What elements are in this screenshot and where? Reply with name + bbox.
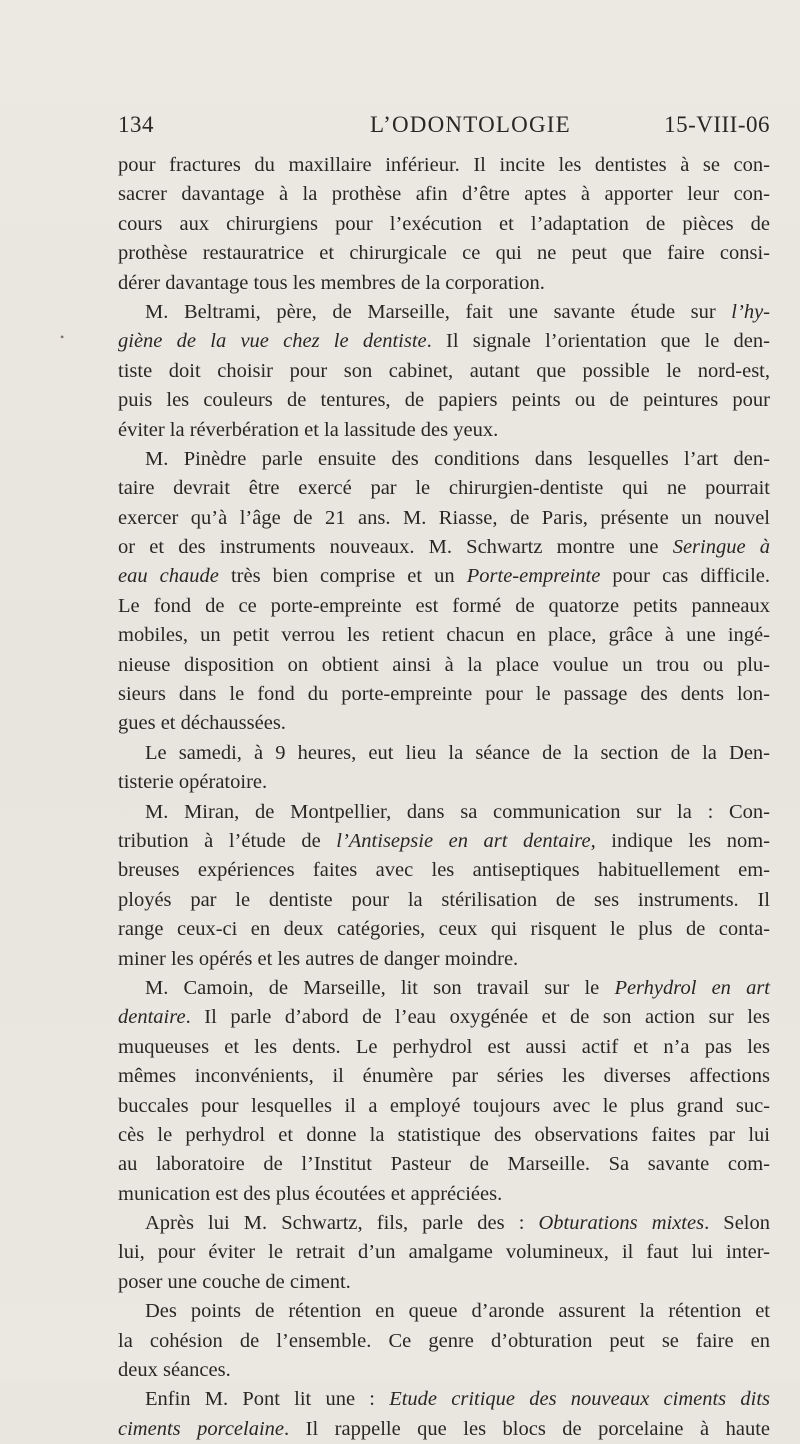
text-segment: sieurs dans le fond du porte-empreinte pour le passage des dents lon- [118, 683, 770, 706]
text-line [118, 445, 770, 474]
text-segment: mêmes inconvénients, il énumère par séries les diverses affections [118, 1065, 770, 1088]
text-line [118, 768, 770, 797]
text-segment: Le fond de ce porte-empreinte est formé de quatorze petits panneaux [118, 594, 770, 617]
issue-date: 15-VIII-06 [664, 112, 770, 137]
text-segment: éviter la réverbération et la lassitude des yeux. [118, 418, 499, 441]
page-number: 134 [118, 112, 154, 137]
text-line [118, 1297, 770, 1326]
text-line [118, 1121, 770, 1150]
italic-title-text: dentaire [118, 1006, 186, 1029]
text-segment: , indique les nom- [590, 829, 770, 852]
text-line [118, 1327, 770, 1356]
text-segment: nieuse disposition on obtient ainsi à la place voulue un trou ou plu- [118, 653, 770, 676]
margin-mark: • [60, 330, 65, 344]
text-line [118, 827, 770, 856]
body-text [118, 151, 770, 1444]
text-line [118, 1003, 770, 1032]
text-line [118, 709, 770, 738]
text-line [118, 1062, 770, 1091]
text-segment: gues et déchaussées. [118, 712, 286, 735]
text-segment: sacrer davantage à la prothèse afin d’être aptes à apporter leur con- [118, 183, 770, 206]
text-line [118, 386, 770, 415]
text-segment: range ceux-ci en deux catégories, ceux qui risquent le plus de conta- [118, 918, 770, 941]
text-segment: ployés par le dentiste pour la stérilisation de ses instruments. Il [118, 888, 770, 911]
text-segment: Enfin M. Pont lit une : [145, 1388, 390, 1411]
text-line [118, 1180, 770, 1209]
text-segment: . Il signale l’orientation que le den- [426, 330, 770, 353]
text-segment: Le samedi, à 9 heures, eut lieu la séance de la section de la Den- [145, 741, 770, 764]
italic-title-text: Etude critique des nouveaux ciments dits [389, 1388, 770, 1411]
text-segment: tiste doit choisir pour son cabinet, autant que possible le nord-est, [118, 359, 770, 382]
text-line [118, 1092, 770, 1121]
text-segment: M. Beltrami, père, de Marseille, fait une savante étude sur [145, 300, 732, 323]
italic-title-text: eau chaude [118, 565, 219, 588]
text-line [118, 327, 770, 356]
text-segment: dérer davantage tous les membres de la corporation. [118, 271, 545, 294]
text-line [118, 1150, 770, 1179]
text-line [118, 621, 770, 650]
text-line [118, 1209, 770, 1238]
text-segment: prothèse restauratrice et chirurgicale ce qui ne peut que faire consi- [118, 242, 770, 265]
text-line [118, 269, 770, 298]
text-line [118, 180, 770, 209]
text-segment: tisterie opératoire. [118, 771, 268, 794]
text-segment: au laboratoire de l’Institut Pasteur de Marseille. Sa savante com- [118, 1153, 770, 1176]
text-segment: . Selon [704, 1212, 771, 1235]
text-line [118, 474, 770, 503]
italic-title-text: ciments porcelaine [118, 1417, 285, 1440]
text-segment: pour cas difficile. [600, 565, 770, 588]
text-segment: exercer qu’à l’âge de 21 ans. M. Riasse, de Paris, présente un nouvel [118, 506, 770, 529]
text-segment: buccales pour lesquelles il a employé toujours avec le plus grand suc- [118, 1094, 770, 1117]
text-line [118, 915, 770, 944]
text-line [118, 974, 770, 1003]
text-segment: pour fractures du maxillaire inférieur. Il incite les dentistes à se con- [118, 154, 770, 176]
text-segment: puis les couleurs de tentures, de papiers peints ou de peintures pour [118, 389, 770, 412]
italic-title-text: Seringue à [672, 536, 770, 559]
text-segment: la cohésion de l’ensemble. Ce genre d’obturation peut se faire en [118, 1329, 770, 1352]
text-segment: munication est des plus écoutées et appréciées. [118, 1182, 503, 1205]
text-line [118, 210, 770, 239]
text-line [118, 1385, 770, 1414]
text-line [118, 680, 770, 709]
italic-title-text: Perhydrol en art [614, 976, 771, 999]
text-line [118, 651, 770, 680]
text-line [118, 592, 770, 621]
text-line [118, 886, 770, 915]
text-segment: M. Camoin, de Marseille, lit son travail sur le [145, 976, 615, 999]
text-segment: miner les opérés et les autres de danger moindre. [118, 947, 519, 970]
italic-title-text: Obturations mixtes [538, 1212, 705, 1235]
text-segment: or et des instruments nouveaux. M. Schwartz montre une [118, 536, 673, 559]
text-line [118, 416, 770, 445]
text-line [118, 945, 770, 974]
italic-title-text: Porte-empreinte [466, 565, 601, 588]
text-segment: poser une couche de ciment. [118, 1270, 351, 1293]
italic-title-text: giène de la vue chez le dentiste [118, 330, 427, 353]
text-line [118, 1238, 770, 1267]
text-segment: . Il parle d’abord de l’eau oxygénée et de son action sur les [185, 1006, 770, 1029]
text-line [118, 298, 770, 327]
text-segment: deux séances. [118, 1359, 231, 1382]
text-segment: . Il rappelle que les blocs de porcelaine à haute [284, 1417, 770, 1440]
text-line [118, 798, 770, 827]
text-line [118, 1356, 770, 1385]
text-line [118, 1033, 770, 1062]
italic-title-text: l’Antisepsie en art dentaire [336, 829, 591, 852]
text-segment: tribution à l’étude de [118, 829, 337, 852]
text-line [118, 239, 770, 268]
text-line [118, 1415, 770, 1444]
text-segment: muqueuses et les dents. Le perhydrol est aussi actif et n’a pas les [118, 1035, 770, 1058]
text-segment: Après lui M. Schwartz, fils, parle des : [145, 1212, 539, 1235]
italic-title-text: l’hy- [731, 300, 770, 323]
text-line [118, 739, 770, 768]
journal-title: L’ODONTOLOGIE [370, 112, 571, 137]
text-segment: cours aux chirurgiens pour l’exécution et l’adaptation de pièces de [118, 212, 770, 235]
text-segment: Des points de rétention en queue d’aronde assurent la rétention et [145, 1300, 770, 1323]
text-segment: mobiles, un petit verrou les retient chacun en place, grâce à une ingé- [118, 624, 770, 647]
text-segment: breuses expériences faites avec les antiseptiques habituellement em- [118, 859, 770, 882]
text-line [118, 533, 770, 562]
text-segment: taire devrait être exercé par le chirurgien-dentiste qui ne pourrait [118, 477, 770, 500]
text-line [118, 357, 770, 386]
text-line [118, 856, 770, 885]
text-segment: M. Miran, de Montpellier, dans sa communication sur la : Con- [145, 800, 770, 823]
text-segment: très bien comprise et un [218, 565, 467, 588]
text-segment: lui, pour éviter le retrait d’un amalgame volumineux, il faut lui inter- [118, 1241, 770, 1264]
running-head [118, 112, 770, 144]
text-line [118, 1268, 770, 1297]
text-line [118, 562, 770, 591]
text-line [118, 504, 770, 533]
text-line [118, 151, 770, 180]
text-segment: M. Pinèdre parle ensuite des conditions dans lesquelles l’art den- [145, 447, 770, 470]
text-segment: cès le perhydrol et donne la statistique des observations faites par lui [118, 1123, 770, 1146]
